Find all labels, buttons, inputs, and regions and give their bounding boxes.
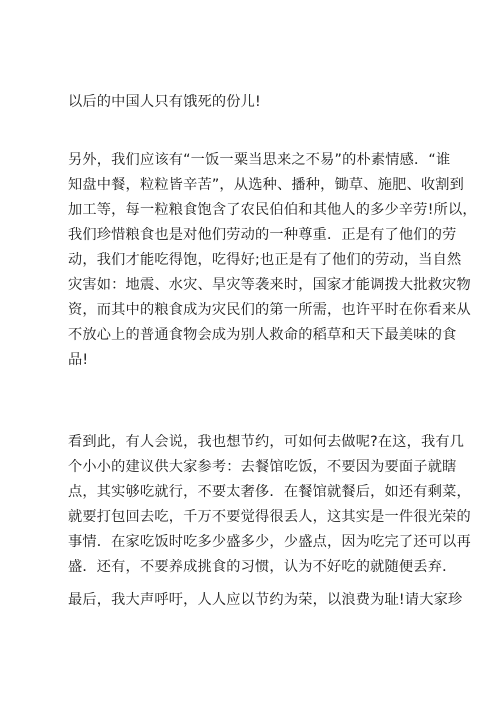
paragraph-2	[68, 148, 477, 373]
paragraph-line: 事情．在家吃饭时吃多少盛多少，少盛点，因为吃完了还可以再	[68, 534, 471, 550]
paragraph-line: 点，其实够吃就行，不要太奢侈．在餐馆就餐后，如还有剩菜，	[68, 484, 471, 500]
paragraph-line: 个小小的建议供大家参考：去餐馆吃饭，不要因为要面子就瞎	[68, 459, 457, 475]
paragraph-3	[68, 430, 471, 580]
paragraph-line: 动，我们才能吃得饱，吃得好;也正是有了他们的劳动，当自然	[68, 252, 462, 268]
paragraph-line: 资，而其中的粮食成为灾民们的第一所需，也许平时在你看来从	[68, 302, 471, 318]
paragraph-line: 看到此，有人会说，我也想节约，可如何去做呢?在这，我有几	[68, 434, 465, 450]
paragraph-1	[68, 90, 436, 115]
paragraph-line: 我们珍惜粮食也是对他们劳动的一种尊重．正是有了他们的劳	[68, 227, 457, 243]
paragraph-line: 盛．还有，不要养成挑食的习惯，认为不好吃的就随便丢弃．	[68, 559, 457, 575]
paragraph-line: 就要打包回去吃，千万不要觉得很丢人，这其实是一件很光荣的	[68, 509, 471, 525]
paragraph-4	[68, 588, 463, 613]
paragraph-line: 知盘中餐，粒粒皆辛苦”，从选种、播种，锄草、施肥、收割到	[68, 177, 465, 193]
paragraph-line: 不放心上的普通食物会成为别人救命的稻草和天下最美味的食	[68, 327, 457, 343]
paragraph-line: 以后的中国人只有饿死的份儿!	[68, 94, 261, 110]
paragraph-line: 另外，我们应该有“一饭一粟当思来之不易”的朴素情感．“谁	[68, 152, 451, 168]
paragraph-line: 最后，我大声呼吁，人人应以节约为荣，以浪费为耻!请大家珍	[68, 592, 463, 608]
paragraph-line: 加工等，每一粒粮食饱含了农民伯伯和其他人的多少辛劳!所以，	[68, 202, 477, 218]
paragraph-line: 品!	[68, 352, 89, 368]
paragraph-line: 灾害如：地震、水灾、旱灾等袭来时，国家才能调拨大批救灾物	[68, 277, 471, 293]
